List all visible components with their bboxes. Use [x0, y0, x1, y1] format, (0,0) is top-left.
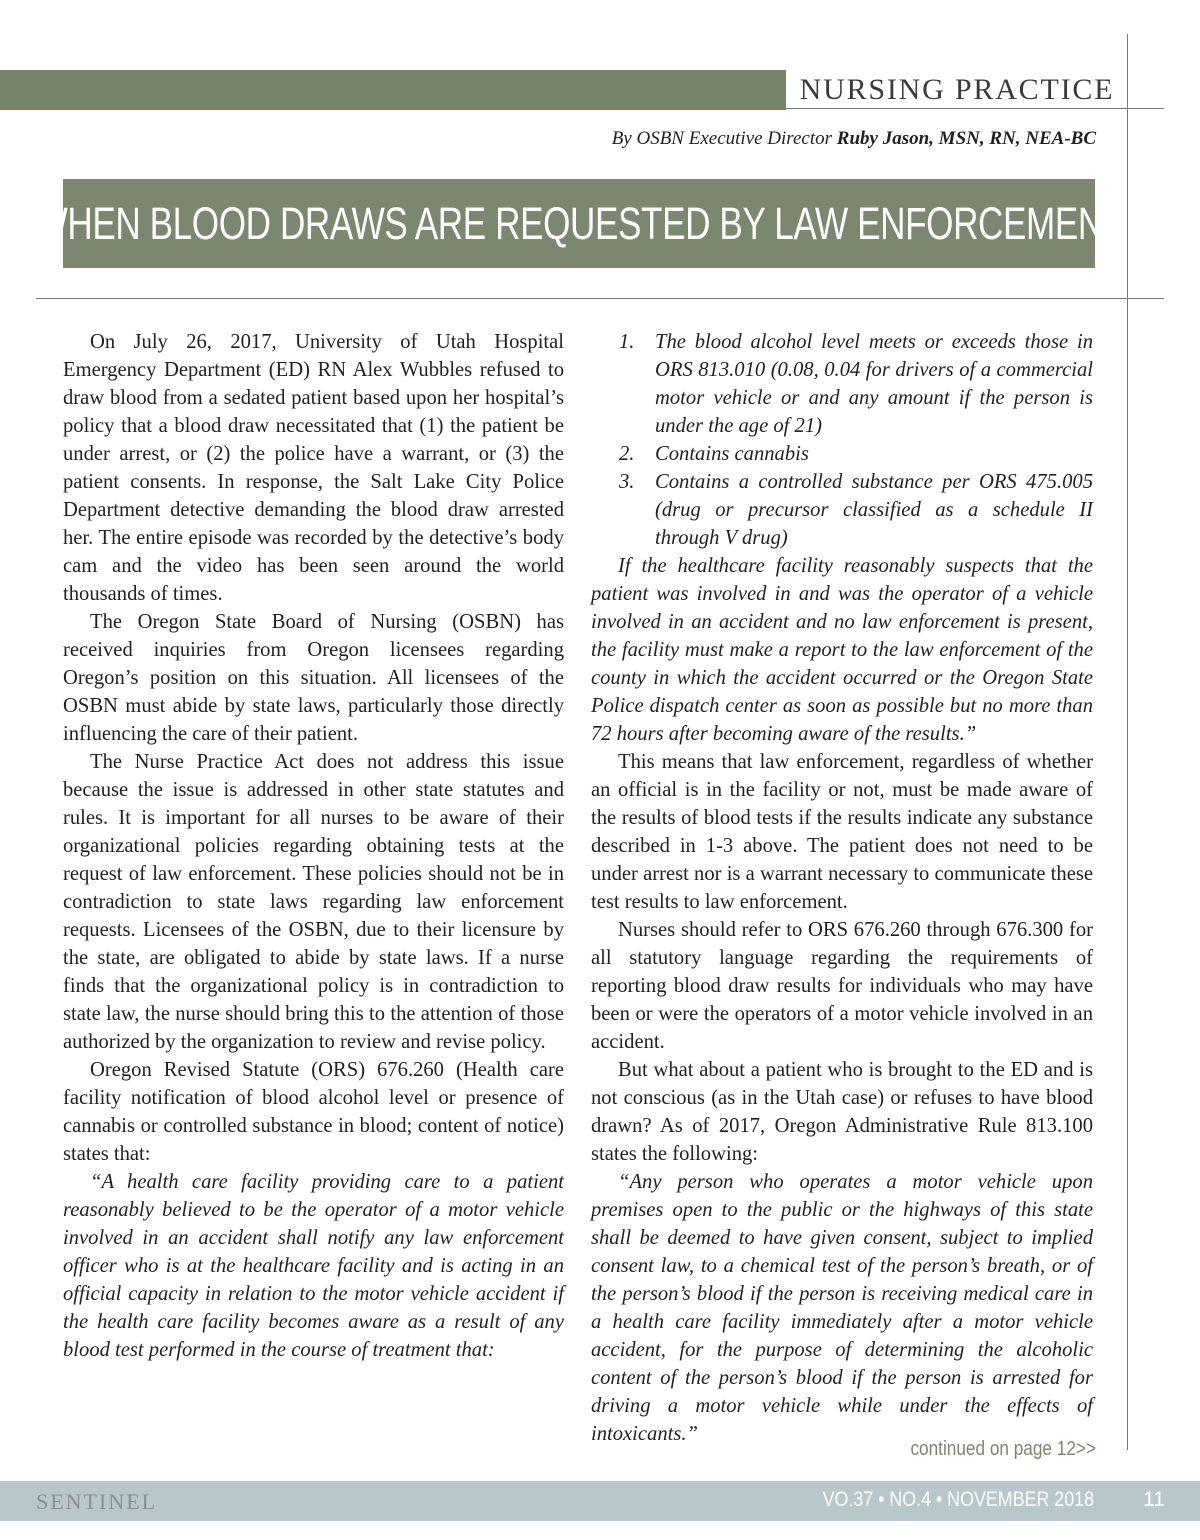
paragraph: The Nurse Practice Act does not address this issue because the issue is addressed in other state statutes and rules. It is important for all nurses to be aware of their organizational policies regarding obtaining tests at the request of law enforcement. These policies should not be in contradiction to state laws regarding law enforcement requests. Licensees of the OSBN, due to their licensure by the state, are obligated to abide by state laws. If a nurse finds that the organizational policy is in contradiction to state law, the nurse should bring this to the attention of those authorized by the organization to review and revise policy.	[63, 751, 564, 1053]
article-title-banner	[34, 179, 1124, 268]
statute-quote: “A health care facility providing care to a patient reasonably believed to be the operator of a motor vehicle involved in an accident shall notify any law enforcement officer who is at the healthcare facility and is acting in an official capacity in relation to the motor vehicle accident if the health care facility becomes aware as a result of any blood test performed in the course of treatment that:	[63, 1171, 564, 1361]
right-column	[591, 328, 1093, 1448]
title-rule	[36, 298, 1164, 299]
paragraph: But what about a patient who is brought to the ED and is not conscious (as in the Utah case) or refuses to have blood drawn? As of 2017, Oregon Administrative Rule 813.100 states the following:	[591, 1059, 1093, 1165]
vertical-rule	[1127, 34, 1128, 1450]
left-column	[63, 328, 564, 1364]
paragraph: This means that law enforcement, regardless of whether an official is in the facility or not, must be made aware of the results of blood tests if the results indicate any substance described in 1-3 above. The patient does not need to be under arrest nor is a warrant necessary to communicate these test results to law enforcement.	[591, 751, 1093, 913]
paragraph: Oregon Revised Statute (ORS) 676.260 (Health care facility notification of blood alcohol level or presence of cannabis or controlled substance in blood; content of notice) states that:	[63, 1059, 564, 1165]
statute-quote-continued: If the healthcare facility reasonably suspects that the patient was involved in and was the operator of a vehicle involved in an accident and no law enforcement is present, the facility must make a report to the law enforcement of the county in which the accident occurred or the Oregon State Police dispatch center as soon as possible but no more than 72 hours after becoming aware of the results.”	[591, 555, 1093, 745]
list-number: 3.	[619, 471, 635, 493]
list-number: 2.	[619, 443, 635, 465]
footer-issue: VO.37 • NO.4 • NOVEMBER 2018	[822, 1488, 1094, 1511]
section-label: NURSING PRACTICE	[799, 73, 1115, 106]
list-number: 1.	[619, 331, 635, 353]
paragraph: The Oregon State Board of Nursing (OSBN) has received inquiries from Oregon licensees regarding Oregon’s position on this situation. All licensees of the OSBN must abide by state laws, particularly those directly influencing the care of their patient.	[63, 611, 564, 745]
byline	[430, 126, 1096, 152]
list-item	[591, 440, 1093, 468]
article-title: WHEN BLOOD DRAWS ARE REQUESTED BY LAW ENFORCEMENT	[34, 198, 1124, 249]
list-text: The blood alcohol level meets or exceeds those in ORS 813.010 (0.08, 0.04 for drivers of a commercial motor vehicle or and any amount if the person is under the age of 21)	[655, 331, 1093, 437]
byline-author: Ruby Jason, MSN, RN, NEA-BC	[836, 128, 1096, 149]
criteria-list	[591, 328, 1093, 552]
footer-publication: SENTINEL	[36, 1489, 158, 1514]
rule-quote: “Any person who operates a motor vehicle upon premises open to the public or the highways of this state shall be deemed to have given consent, subject to implied consent law, to a chemical test of the person’s breath, or of the person’s blood if the person is receiving medical care in a health care facility immediately after a motor vehicle accident, for the purpose of determining the alcoholic content of the person’s blood if the person is arrested for driving a motor vehicle while under the effects of intoxicants.”	[591, 1171, 1093, 1445]
header-accent-bar	[0, 70, 786, 110]
continued-link[interactable]: continued on page 12>>	[910, 1438, 1096, 1460]
header-rule	[786, 108, 1164, 109]
byline-prefix: By OSBN Executive Director	[611, 128, 837, 149]
page-number: 11	[1143, 1488, 1165, 1511]
list-item	[591, 468, 1093, 552]
list-text: Contains cannabis	[655, 443, 809, 465]
paragraph: Nurses should refer to ORS 676.260 through 676.300 for all statutory language regarding the requirements of reporting blood draw results for individuals who may have been or were the operators of a motor vehicle involved in an accident.	[591, 919, 1093, 1053]
paragraph: On July 26, 2017, University of Utah Hospital Emergency Department (ED) RN Alex Wubbles refused to draw blood from a sedated patient based upon her hospital’s policy that a blood draw necessitated that (1) the patient be under arrest, or (2) the police have a warrant, or (3) the patient consents. In response, the Salt Lake City Police Department detective demanding the blood draw arrested her. The entire episode was recorded by the detective’s body cam and the video has been seen around the world thousands of times.	[63, 331, 564, 605]
list-item	[591, 328, 1093, 440]
list-text: Contains a controlled substance per ORS 475.005 (drug or precursor classified as a schedule II through V drug)	[655, 471, 1093, 549]
